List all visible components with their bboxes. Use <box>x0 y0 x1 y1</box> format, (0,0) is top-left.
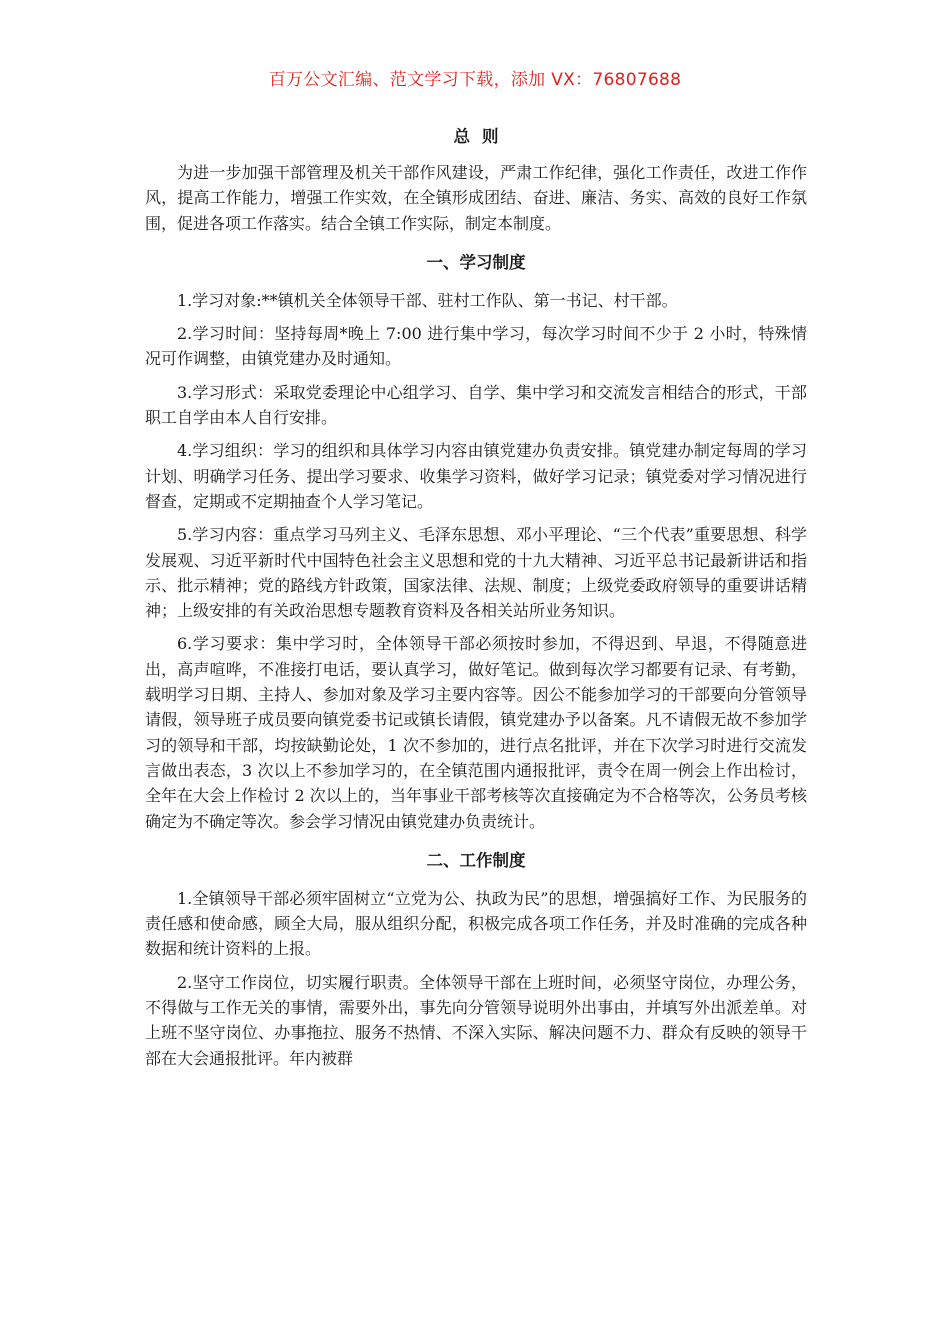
study-item-3: 3.学习形式：采取党委理论中心组学习、自学、集中学习和交流发言相结合的形式，干部职工自学由本人自行安排。 <box>145 382 807 428</box>
section-title-work: 二、工作制度 <box>426 850 526 870</box>
general-paragraph: 为进一步加强干部管理及机关干部作风建设，严肃工作纪律，强化工作责任，改进工作作风，提高工作能力，增强工作实效，在全镇形成团结、奋进、廉洁、务实、高效的良好工作氛围，促进各项工作落实。结合全镇工作实际，制定本制度。 <box>145 163 807 233</box>
document-body <box>145 124 807 1079</box>
work-item-1: 1.全镇领导干部必须牢固树立“立党为公、执政为民”的思想，增强搞好工作、为民服务的责任感和使命感，顾全大局，服从组织分配，积极完成各项工作任务，并及时准确的完成各种数据和统计资料的上报。 <box>145 888 807 959</box>
study-item-1: 1.学习对象:**镇机关全体领导干部、驻村工作队、第一书记、村干部。 <box>177 290 678 310</box>
promo-banner: 百万公文汇编、范文学习下载，添加 VX：76807688 <box>268 70 682 90</box>
general-title: 总则 <box>453 127 511 146</box>
section-title-study: 一、学习制度 <box>426 252 526 272</box>
study-item-5: 5.学习内容：重点学习马列主义、毛泽东思想、邓小平理论、“三个代表”重要思想、科学发展观、习近平新时代中国特色社会主义思想和党的十九大精神、习近平总书记最新讲话和指示、批示精神；党的路线方针政策，国家法律、法规、制度；上级党委政府领导的重要讲话精神；上级安排的有关政治思想专题教育资料及各相关站所业务知识。 <box>145 525 807 621</box>
study-item-2: 2.学习时间：坚持每周*晚上 7:00 进行集中学习，每次学习时间不少于 2 小时，特殊情况可作调整，由镇党建办及时通知。 <box>145 324 807 369</box>
work-item-2: 2.坚守工作岗位，切实履行职责。全体领导干部在上班时间，必须坚守岗位，办理公务，不得做与工作无关的事情，需要外出，事先向分管领导说明外出事由，并填写外出派差单。对上班不坚守岗位、办事拖拉、服务不热情、不深入实际、解决问题不力、群众有反映的领导干部在大会通报批评。年内被群 <box>145 972 807 1068</box>
study-item-6: 6.学习要求：集中学习时，全体领导干部必须按时参加，不得迟到、早退，不得随意进出，高声喧哗，不准接打电话，要认真学习，做好笔记。做到每次学习都要有记录、有考勤，载明学习日期、主持人、参加对象及学习主要内容等。因公不能参加学习的干部要向分管领导请假，领导班子成员要向镇党委书记或镇长请假，镇党建办予以备案。凡不请假无故不参加学习的领导和干部，均按缺勤论处，1 次不参加的，进行点名批评，并在下次学习时进行交流发言做出表态，3 次以上不参加学习的，在全镇范围内通报批评，责令在周一例会上作出检讨，全年在大会上作检讨 2 次以上的，当年事业干部考核等次直接确定为不合格等次，公务员考核确定为不确定等次。参会学习情况由镇党建办负责统计。 <box>145 634 807 831</box>
study-item-4: 4.学习组织：学习的组织和具体学习内容由镇党建办负责安排。镇党建办制定每周的学习计划、明确学习任务、提出学习要求、收集学习资料，做好学习记录；镇党委对学习情况进行督查，定期或不定期抽查个人学习笔记。 <box>145 441 807 511</box>
